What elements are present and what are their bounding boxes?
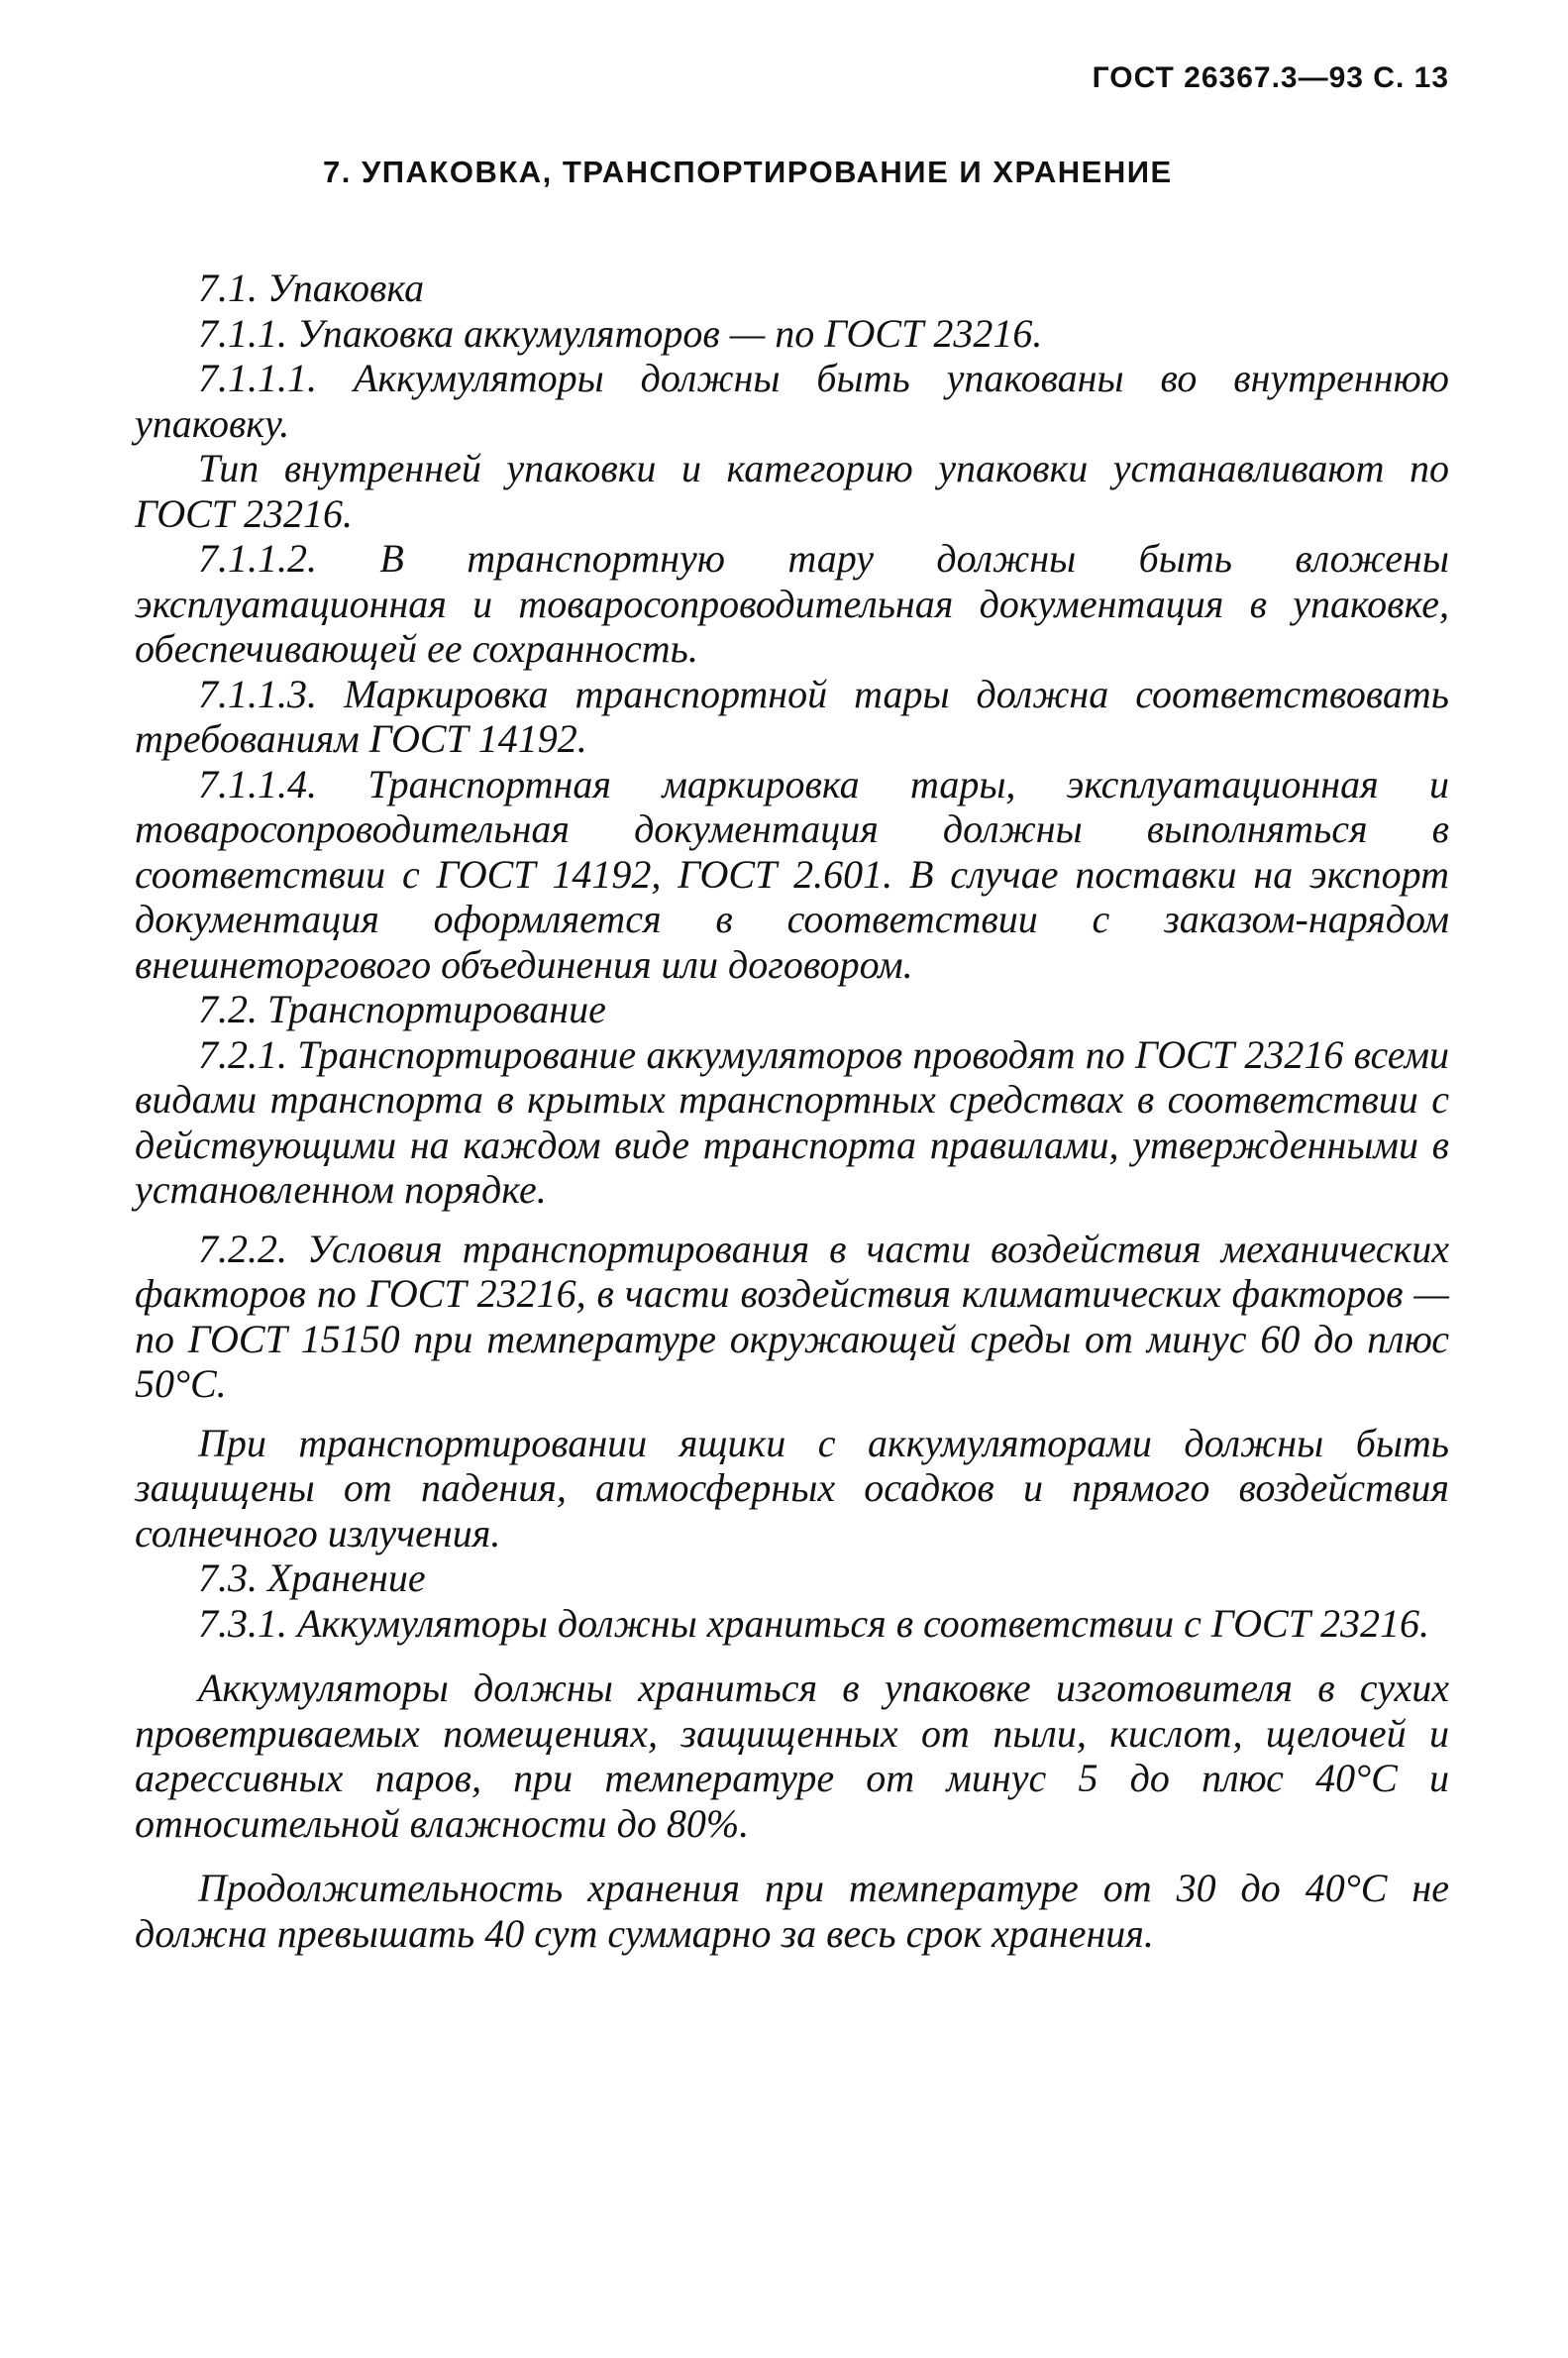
section-title: 7. УПАКОВКА, ТРАНСПОРТИРОВАНИЕ И ХРАНЕНИЕ bbox=[323, 155, 1173, 189]
paragraph-7-1-1-4: 7.1.1.4. Транспортная маркировка тары, эксплуатационная и товаросопроводительная документация должны выполняться в соответствии с ГОСТ 14192, ГОСТ 2.601. В случае поставки на экспорт документация оформляется в соответствии с заказом-нарядом внешнеторгового объединения или договором. bbox=[135, 761, 1449, 987]
paragraph-transport-protection: При транспортировании ящики с аккумуляторами должны быть защищены от падения, атмосферных осадков и прямого воздействия солнечного излучения. bbox=[135, 1420, 1449, 1555]
paragraph-storage-conditions: Аккумуляторы должны храниться в упаковке изготовителя в сухих проветриваемых помещениях, защищенных от пыли, кислот, щелочей и агрессивных паров, при температуре от минус 5 до плюс 40°С и относительной влажности до 80%. bbox=[135, 1665, 1449, 1846]
paragraph-7-2: 7.2. Транспортирование bbox=[198, 987, 606, 1031]
paragraph-7-2-2: 7.2.2. Условия транспортирования в части воздействия механических факторов по ГОСТ 23216, в части воздействия климатических факторов — по ГОСТ 15150 при температуре окружающей среды от минус 60 до плюс 50°С. bbox=[135, 1226, 1449, 1406]
section-body bbox=[135, 266, 1449, 1956]
page-header: ГОСТ 26367.3—93 С. 13 bbox=[1092, 61, 1449, 94]
paragraph-7-1-1-3: 7.1.1.3. Маркировка транспортной тары должна соответствовать требованиям ГОСТ 14192. bbox=[135, 671, 1449, 761]
paragraph-7-3: 7.3. Хранение bbox=[198, 1555, 426, 1600]
paragraph-7-2-1: 7.2.1. Транспортирование аккумуляторов проводят по ГОСТ 23216 всеми видами транспорта в крытых транспортных средствах в соответствии с действующими на каждом виде транспорта правилами, утвержденными в установленном порядке. bbox=[135, 1031, 1449, 1212]
paragraph-7-1-1-1: 7.1.1.1. Аккумуляторы должны быть упакованы во внутреннюю упаковку. bbox=[135, 356, 1449, 446]
paragraph-7-1-1: 7.1.1. Упаковка аккумуляторов — по ГОСТ 23216. bbox=[198, 310, 1043, 356]
paragraph-inner-packaging: Тип внутренней упаковки и категорию упаковки устанавливают по ГОСТ 23216. bbox=[135, 446, 1449, 536]
paragraph-7-3-1: 7.3.1. Аккумуляторы должны храниться в соответствии с ГОСТ 23216. bbox=[198, 1600, 1429, 1646]
paragraph-7-1: 7.1. Упаковка bbox=[198, 266, 425, 310]
paragraph-storage-duration: Продолжительность хранения при температуре от 30 до 40°С не должна превышать 40 сут суммарно за весь срок хранения. bbox=[135, 1866, 1449, 1956]
paragraph-7-1-1-2: 7.1.1.2. В транспортную тару должны быть вложены эксплуатационная и товаросопроводительная документация в упаковке, обеспечивающей ее сохранность. bbox=[135, 536, 1449, 671]
